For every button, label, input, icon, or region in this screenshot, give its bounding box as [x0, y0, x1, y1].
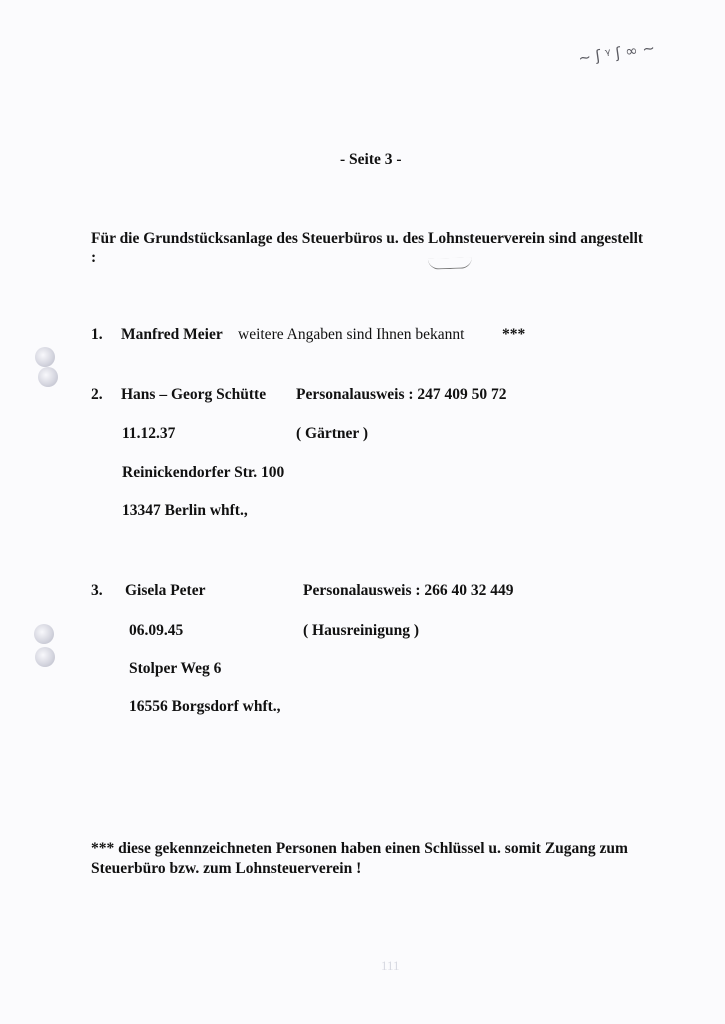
person-3-name: Gisela Peter	[125, 582, 206, 599]
faint-page-mark: 111	[381, 958, 400, 973]
footnote: *** diese gekennzeichneten Personen haben einen Schlüssel u. somit Zugang zum Steuerbüro bzw. zum Lohnsteuerverein !	[91, 840, 628, 877]
handwritten-page-mark: ~ ʃ ᵞ ʃ ∞ ~	[577, 38, 657, 68]
person-2-number: 2.	[91, 386, 103, 403]
person-1-name: Manfred Meier	[121, 326, 223, 343]
intro-paragraph: Für die Grundstücksanlage des Steuerbüros u. des Lohnsteuerverein sind angestellt :	[91, 230, 644, 266]
person-1-marker: ***	[502, 326, 526, 343]
person-3-id: Personalausweis : 266 40 32 449	[303, 582, 514, 599]
person-3-street: Stolper Weg 6	[129, 660, 222, 677]
page-number: - Seite 3 -	[340, 151, 402, 168]
punch-hole-lower-left	[34, 624, 54, 644]
person-2-name: Hans – Georg Schütte	[121, 386, 267, 403]
person-2-birth-date: 11.12.37	[122, 425, 176, 442]
person-3-birth-date: 06.09.45	[129, 622, 184, 639]
person-3-role: ( Hausreinigung )	[303, 622, 419, 639]
person-2-id: Personalausweis : 247 409 50 72	[296, 386, 507, 403]
person-2-role: ( Gärtner )	[296, 425, 369, 442]
punch-hole-upper-left	[35, 347, 55, 367]
punch-hole-upper-right	[38, 367, 58, 387]
person-2-city-status: 13347 Berlin whft.,	[122, 502, 248, 519]
person-1-info: weitere Angaben sind Ihnen bekannt	[238, 326, 465, 343]
person-3-number: 3.	[91, 582, 103, 599]
person-3-city-status: 16556 Borgsdorf whft.,	[129, 698, 281, 715]
person-1-number: 1.	[91, 326, 103, 343]
pen-stroke-underline	[428, 257, 472, 270]
person-2-street: Reinickendorfer Str. 100	[122, 464, 285, 481]
punch-hole-lower-right	[35, 647, 55, 667]
